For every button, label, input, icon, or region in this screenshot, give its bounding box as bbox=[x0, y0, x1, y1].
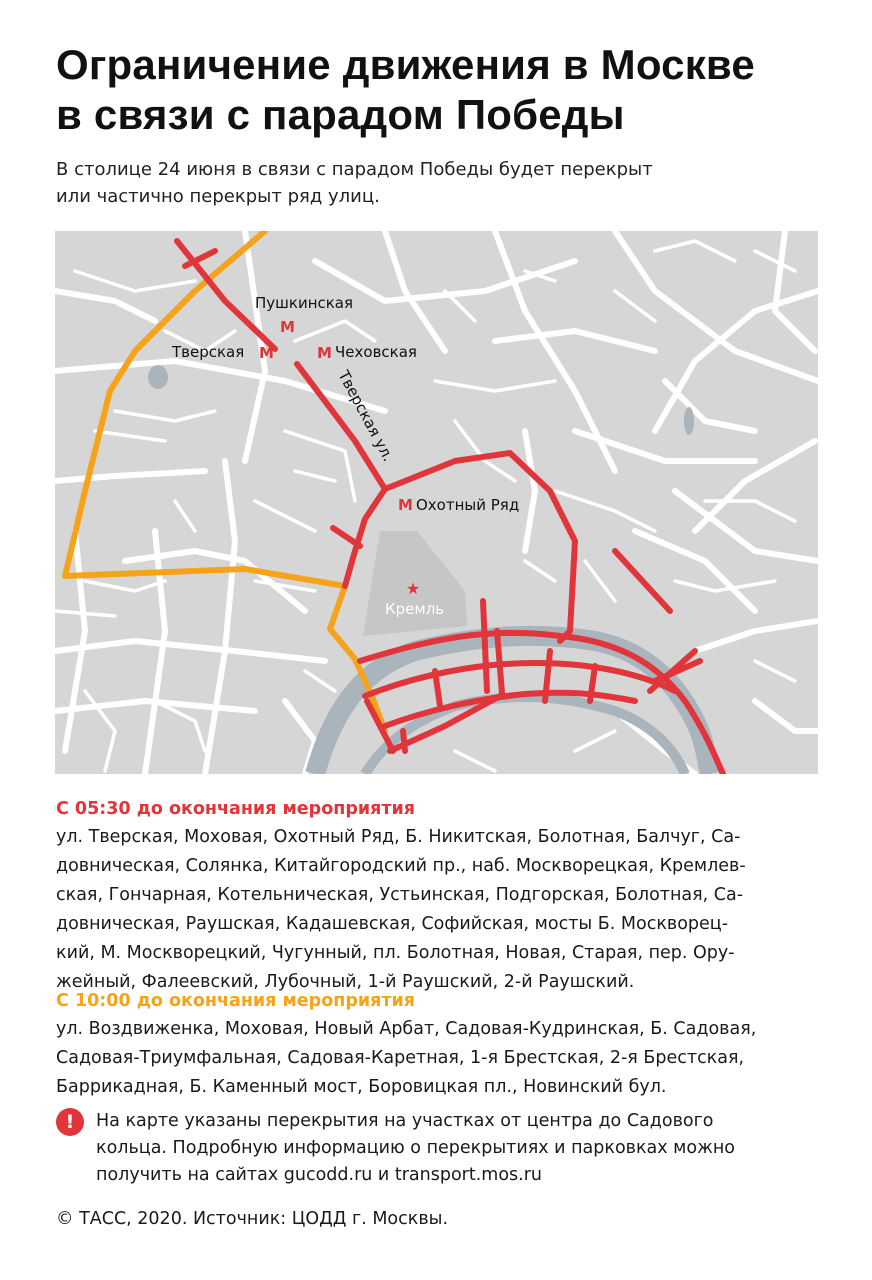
source-credit: © ТАСС, 2020. Источник: ЦОДД г. Москвы. bbox=[56, 1209, 449, 1229]
early-closure-streets bbox=[56, 823, 826, 997]
text-line: довническая, Солянка, Китайгородский пр., наб. Москворецкая, Кремлев- bbox=[56, 856, 746, 876]
label-tverskaya-street: Тверская ул. bbox=[334, 367, 398, 465]
label-chekhovskaya: Чеховская bbox=[335, 343, 417, 361]
text-line: довническая, Раушская, Кадашевская, Софийская, мосты Б. Москворец- bbox=[56, 914, 729, 934]
late-closure-streets bbox=[56, 1015, 826, 1102]
kremlin-star-icon: ★ bbox=[405, 579, 421, 598]
metro-icon: M bbox=[280, 318, 295, 336]
subtitle-line-1: В столице 24 июня в связи с парадом Победы будет перекрыт bbox=[56, 159, 653, 180]
text-line: жейный, Фалеевский, Лубочный, 1-й Раушский, 2-й Раушский. bbox=[56, 972, 635, 992]
metro-icon: M bbox=[398, 496, 413, 514]
metro-icon: M bbox=[317, 344, 332, 362]
label-tverskaya: Тверская bbox=[172, 343, 245, 361]
early-closure-heading: С 05:30 до окончания мероприятия bbox=[56, 799, 415, 819]
text-line: ул. Воздвиженка, Моховая, Новый Арбат, Садовая-Кудринская, Б. Садовая, bbox=[56, 1019, 757, 1039]
text-line: На карте указаны перекрытия на участках от центра до Садового bbox=[96, 1111, 714, 1131]
label-kreml: Кремль bbox=[385, 600, 445, 618]
closure-map bbox=[55, 231, 818, 774]
warning-icon: ! bbox=[56, 1108, 84, 1136]
metro-icon: M bbox=[259, 344, 274, 362]
info-note bbox=[96, 1108, 816, 1189]
map-svg bbox=[55, 231, 818, 774]
text-line: ская, Гончарная, Котельническая, Устьинская, Подгорская, Болотная, Са- bbox=[56, 885, 744, 905]
text-line: Баррикадная, Б. Каменный мост, Боровицкая пл., Новинский бул. bbox=[56, 1077, 667, 1097]
page-title bbox=[56, 40, 836, 140]
pond bbox=[684, 407, 694, 435]
label-okhotny-ryad: Охотный Ряд bbox=[416, 496, 520, 514]
text-line: получить на сайтах gucodd.ru и transport.mos.ru bbox=[96, 1165, 542, 1185]
title-line-2: в связи с парадом Победы bbox=[56, 91, 625, 138]
pond bbox=[148, 365, 168, 389]
title-line-1: Ограничение движения в Москве bbox=[56, 41, 755, 88]
subtitle-line-2: или частично перекрыт ряд улиц. bbox=[56, 186, 380, 207]
late-closure-heading: С 10:00 до окончания мероприятия bbox=[56, 991, 415, 1011]
text-line: ул. Тверская, Моховая, Охотный Ряд, Б. Никитская, Болотная, Балчуг, Са- bbox=[56, 827, 741, 847]
text-line: Садовая-Триумфальная, Садовая-Каретная, 1-я Брестская, 2-я Брестская, bbox=[56, 1048, 745, 1068]
label-pushkinskaya: Пушкинская bbox=[255, 294, 354, 312]
text-line: кий, М. Москворецкий, Чугунный, пл. Болотная, Новая, Старая, пер. Ору- bbox=[56, 943, 735, 963]
subtitle bbox=[56, 156, 816, 210]
text-line: кольца. Подробную информацию о перекрытиях и парковках можно bbox=[96, 1138, 735, 1158]
